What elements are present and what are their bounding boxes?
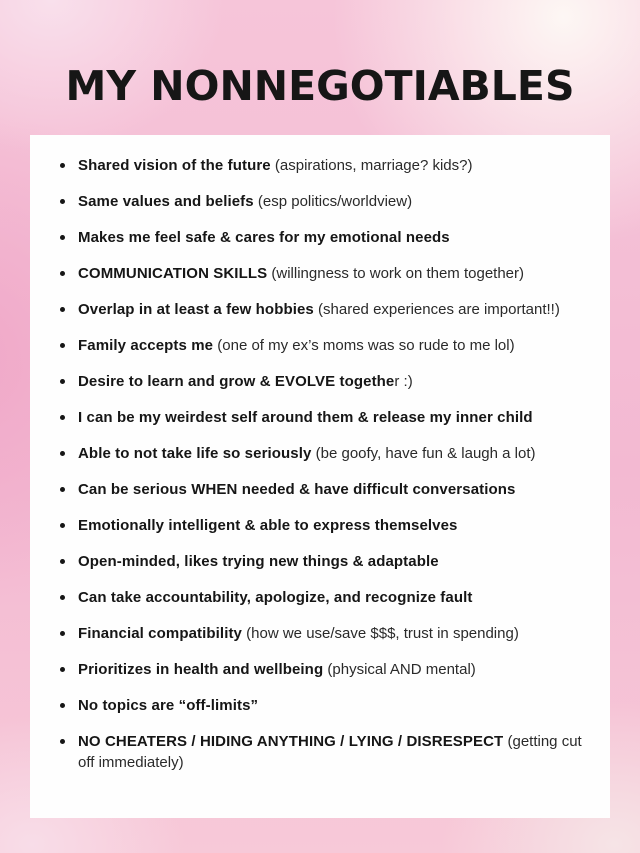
bullet-icon — [60, 451, 65, 456]
item-regular-text: (aspirations, marriage? kids?) — [270, 157, 473, 174]
item-regular-text: (how we use/save $$$, trust in spending) — [242, 625, 519, 642]
item-bold-text: Overlap in at least a few hobbies — [78, 301, 314, 318]
bullet-icon — [60, 199, 65, 204]
item-regular-text: (getting cut off immediately) — [78, 733, 582, 771]
item-bold-text: Financial compatibility — [78, 625, 242, 642]
item-bold-text: Makes me feel safe & cares for my emotional needs — [78, 229, 450, 246]
item-bold-text: No topics are “off-limits” — [78, 697, 259, 714]
nonnegotiables-list — [57, 155, 598, 773]
list-item — [57, 191, 598, 212]
bullet-icon — [60, 487, 65, 492]
list-item-text — [78, 731, 598, 773]
list-item — [57, 443, 598, 464]
list-item — [57, 731, 598, 773]
bullet-icon — [60, 703, 65, 708]
list-item — [57, 479, 598, 500]
list-item — [57, 623, 598, 644]
list-item-text — [78, 191, 412, 212]
list-item — [57, 407, 598, 428]
nonnegotiables-card — [30, 135, 610, 818]
list-item — [57, 335, 598, 356]
item-bold-text: Shared vision of the future — [78, 157, 271, 174]
list-item — [57, 371, 598, 392]
list-item — [57, 155, 598, 176]
list-item-text — [78, 623, 519, 644]
bullet-icon — [60, 559, 65, 564]
bullet-icon — [60, 271, 65, 276]
list-item-text — [78, 371, 413, 392]
page-title: MY NONNEGOTIABLES — [65, 62, 575, 110]
list-item — [57, 263, 598, 284]
item-regular-text: (one of my ex’s moms was so rude to me lol) — [213, 337, 515, 354]
bullet-icon — [60, 523, 65, 528]
list-item-text — [78, 587, 472, 608]
bullet-icon — [60, 163, 65, 168]
bullet-icon — [60, 595, 65, 600]
item-bold-text: Desire to learn and grow & EVOLVE togethe — [78, 373, 395, 390]
item-regular-text: (shared experiences are important!!) — [313, 301, 560, 318]
bullet-icon — [60, 415, 65, 420]
item-bold-text: Family accepts me — [78, 337, 214, 354]
item-regular-text: (esp politics/worldview) — [253, 193, 413, 210]
item-bold-text: I can be my weirdest self around them & release my inner child — [78, 409, 533, 426]
item-regular-text: (willingness to work on them together) — [267, 265, 524, 282]
item-bold-text: Same values and beliefs — [78, 193, 254, 210]
item-bold-text: COMMUNICATION SKILLS — [78, 265, 268, 282]
list-item — [57, 299, 598, 320]
list-item-text — [78, 299, 560, 320]
bullet-icon — [60, 343, 65, 348]
list-item — [57, 587, 598, 608]
bullet-icon — [60, 307, 65, 312]
item-bold-text: Open-minded, likes trying new things & adaptable — [78, 553, 439, 570]
list-item — [57, 515, 598, 536]
bullet-icon — [60, 739, 65, 744]
item-bold-text: Prioritizes in health and wellbeing — [78, 661, 324, 678]
item-regular-text: (physical AND mental) — [323, 661, 476, 678]
item-bold-text: Emotionally intelligent & able to express themselves — [78, 517, 458, 534]
list-item — [57, 659, 598, 680]
bullet-icon — [60, 667, 65, 672]
bullet-icon — [60, 235, 65, 240]
list-item — [57, 227, 598, 248]
bullet-icon — [60, 631, 65, 636]
list-item-text — [78, 659, 476, 680]
list-item-text — [78, 263, 524, 284]
item-bold-text: NO CHEATERS / HIDING ANYTHING / LYING / DISRESPECT — [78, 733, 504, 750]
list-item-text — [78, 479, 515, 500]
list-item — [57, 695, 598, 716]
list-item-text — [78, 515, 457, 536]
item-regular-text: r :) — [394, 373, 413, 390]
list-item-text — [78, 155, 472, 176]
item-regular-text: (be goofy, have fun & laugh a lot) — [311, 445, 536, 462]
list-item — [57, 551, 598, 572]
bullet-icon — [60, 379, 65, 384]
list-item-text — [78, 227, 450, 248]
list-item-text — [78, 443, 536, 464]
item-bold-text: Can be serious WHEN needed & have difficult conversations — [78, 481, 516, 498]
item-bold-text: Can take accountability, apologize, and recognize fault — [78, 589, 473, 606]
list-item-text — [78, 695, 258, 716]
list-item-text — [78, 407, 533, 428]
item-bold-text: Able to not take life so seriously — [78, 445, 312, 462]
list-item-text — [78, 551, 439, 572]
list-item-text — [78, 335, 515, 356]
